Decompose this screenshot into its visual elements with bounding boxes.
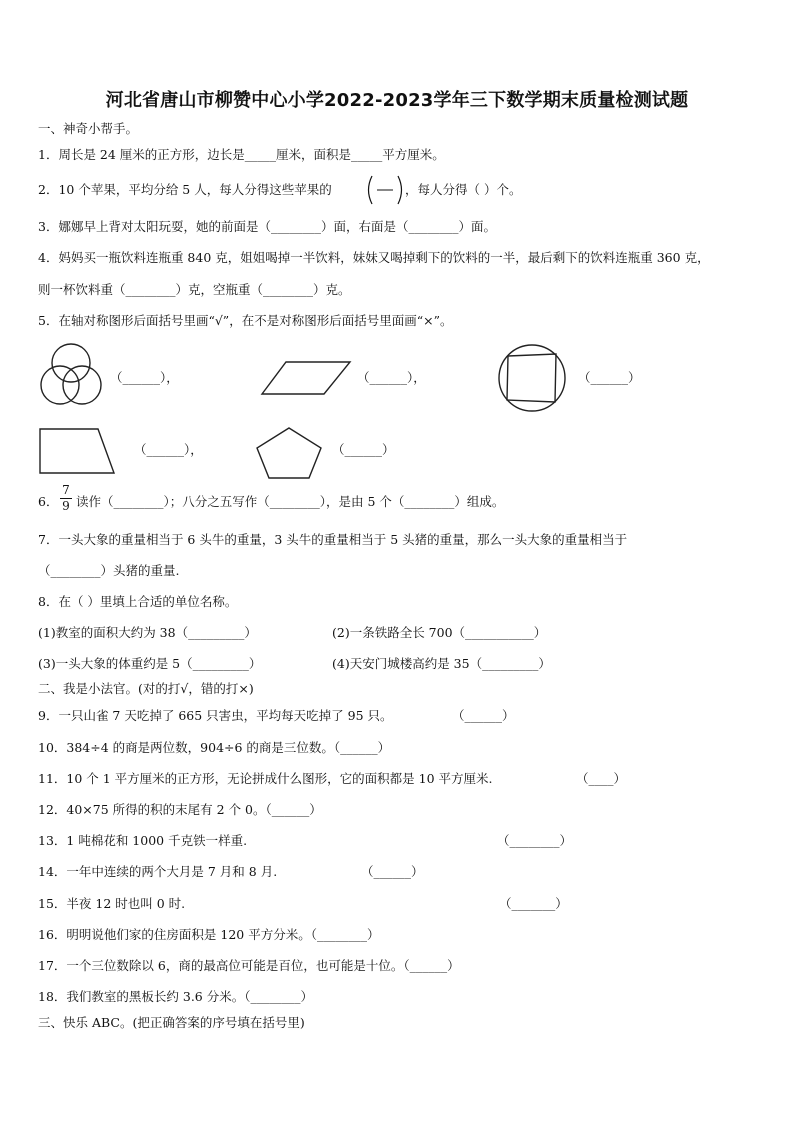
question-2-text: 2．10 个苹果，平均分给 5 人，每人分得这些苹果的 [38,182,332,197]
question-9: 9．一只山雀 7 天吃掉了 665 只害虫，平均每天吃掉了 95 只。 [38,708,393,723]
question-13-blank[interactable]: （________） [497,833,573,848]
page-title: 河北省唐山市柳赞中心小学2022-2023学年三下数学期末质量检测试题 [105,90,689,111]
question-2-tail: ，每人分得（ ）个。 [405,182,522,197]
question-15-blank[interactable]: （_______） [499,896,568,911]
q5-blank-4[interactable]: （______）， [134,442,203,457]
question-6-fraction [60,484,72,513]
question-8-item-2: (2)一条铁路全长 700（___________） [332,625,547,640]
question-7-line1: 7．一头大象的重量相当于 6 头牛的重量，3 头牛的重量相当于 5 头猪的重量，那么一头大象的重量相当于 [38,532,628,547]
question-8-item-3: (3)一头大象的体重约是 5（_________） [38,656,262,671]
question-11: 11．10 个 1 平方厘米的正方形，无论拼成什么图形，它的面积都是 10 平方厘米. [38,771,493,786]
question-13: 13．1 吨棉花和 1000 千克铁一样重. [38,833,248,848]
question-2-fraction-blank[interactable] [366,175,404,205]
parallelogram-shape [260,360,352,396]
question-11-blank[interactable]: （____） [576,771,627,786]
question-12: 12．40×75 所得的积的末尾有 2 个 0。（______） [38,802,322,817]
question-10: 10．384÷4 的商是两位数，904÷6 的商是三位数。（______） [38,740,391,755]
pentagon-shape [255,426,323,480]
question-8: 8．在（ ）里填上合适的单位名称。 [38,594,238,609]
question-4-line2: 则一杯饮料重（________）克，空瓶重（________）克。 [38,282,351,297]
question-1: 1．周长是 24 厘米的正方形，边长是_____厘米，面积是_____平方厘米。 [38,147,445,162]
square-in-circle-shape [497,343,567,413]
q5-blank-3[interactable]: （______） [578,370,641,385]
section-heading-2: 二、我是小法官。(对的打√，错的打×) [38,681,254,696]
paren-fraction-shape [366,175,404,205]
trapezoid-shape [38,427,116,475]
question-3: 3．娜娜早上背对太阳玩耍，她的前面是（________）面，右面是（________）面。 [38,219,496,234]
question-8-item-1: (1)教室的面积大约为 38（_________） [38,625,257,640]
question-9-blank[interactable]: （______） [452,708,515,723]
question-5: 5．在轴对称图形后面括号里画“√”，在不是对称图形后面括号里面画“×”。 [38,313,453,328]
question-14-blank[interactable]: （______） [361,864,424,879]
q5-blank-5[interactable]: （______） [332,442,395,457]
question-4-line1: 4．妈妈买一瓶饮料连瓶重 840 克，姐姐喝掉一半饮料，妹妹又喝掉剩下的饮料的一半，最后剩下的饮料连瓶重 360 克， [38,250,710,265]
question-6-number: 6． [38,494,59,509]
fraction-numerator: 7 [62,483,70,497]
section-heading-3: 三、快乐 ABC。(把正确答案的序号填在括号里) [38,1015,305,1030]
question-6-text: 读作（________）；八分之五写作（________），是由 5 个（________）组成。 [76,494,505,509]
section-heading-1: 一、神奇小帮手。 [38,121,139,136]
question-17: 17．一个三位数除以 6，商的最高位可能是百位，也可能是十位。（______） [38,958,460,973]
question-15: 15．半夜 12 时也叫 0 时. [38,896,186,911]
question-16: 16．明明说他们家的住房面积是 120 平方分米。（________） [38,927,380,942]
three-circles-shape [40,343,105,409]
q5-blank-1[interactable]: （______）， [110,370,179,385]
question-14: 14．一年中连续的两个大月是 7 月和 8 月. [38,864,278,879]
question-8-item-4: (4)天安门城楼高约是 35（_________） [332,656,551,671]
fraction-denominator: 9 [62,499,70,513]
question-7-line2: （________）头猪的重量. [38,563,180,578]
question-18: 18．我们教室的黑板长约 3.6 分米。（________） [38,989,313,1004]
q5-blank-2[interactable]: （______）， [357,370,426,385]
